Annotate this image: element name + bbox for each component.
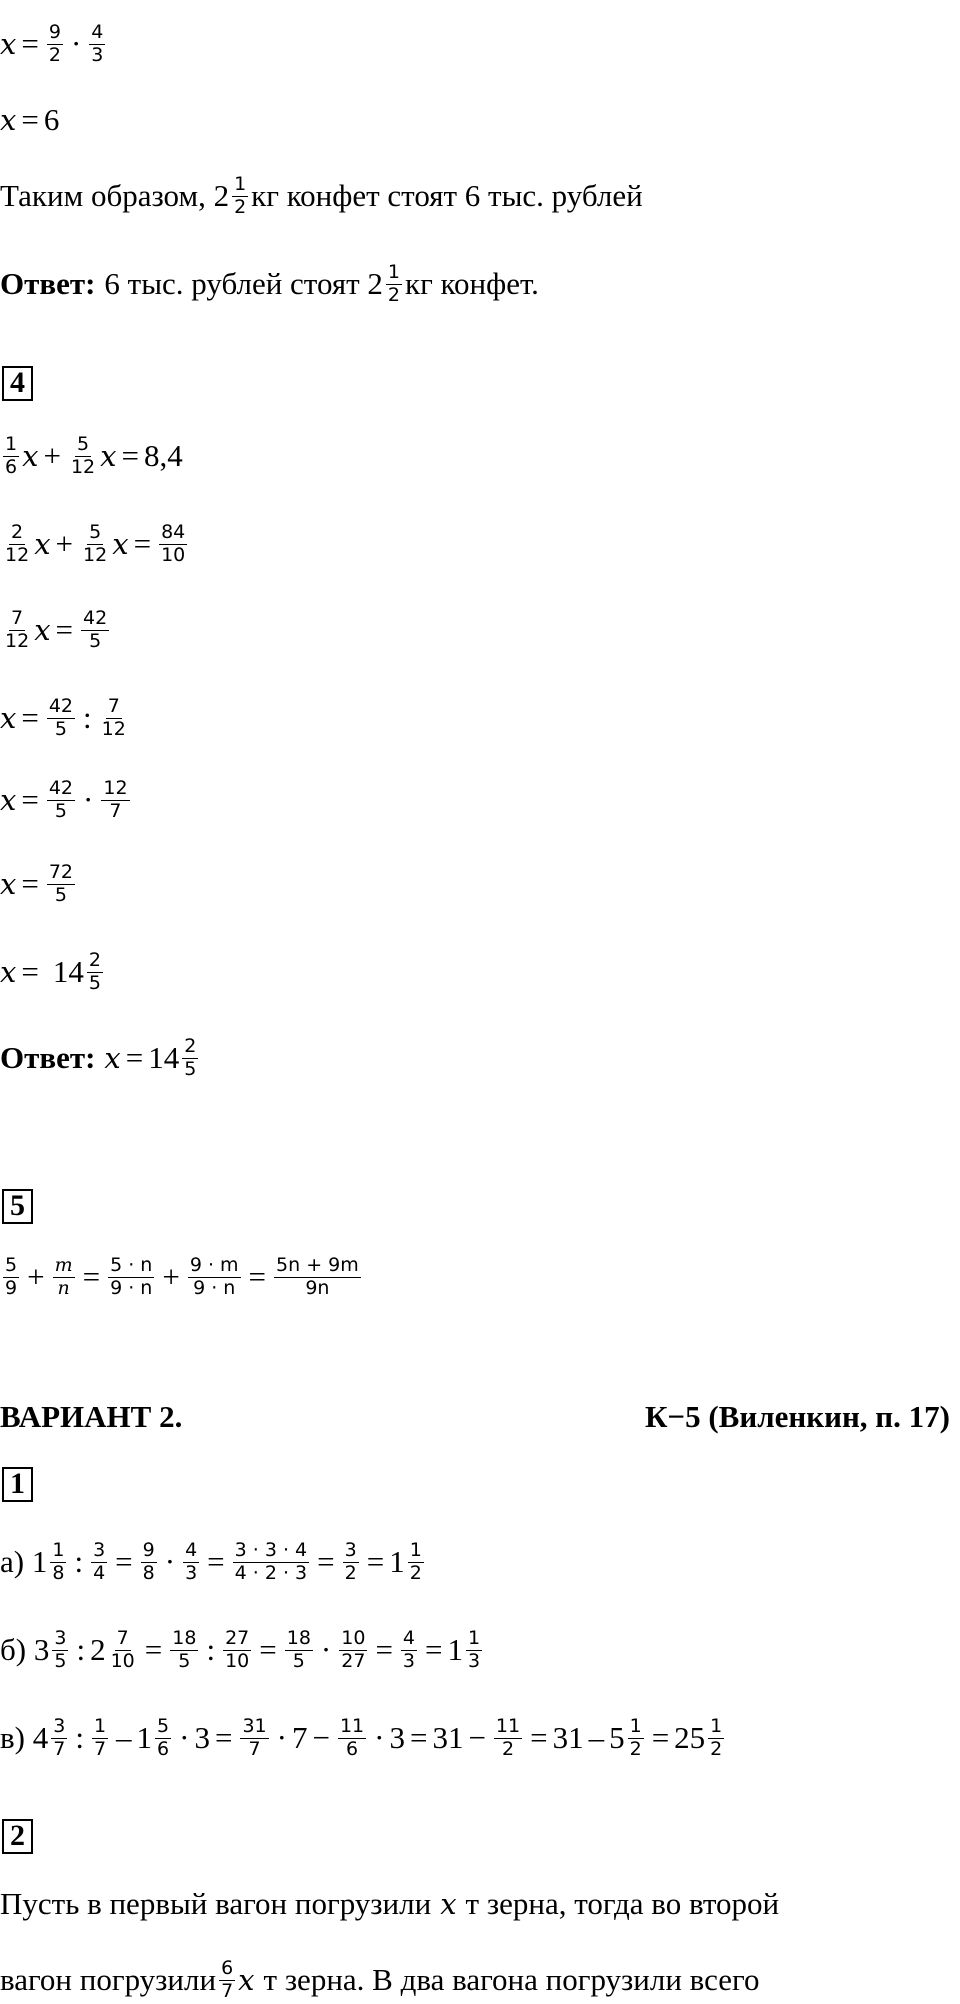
fraction: $\frac{5}{9}$ xyxy=(5,1253,18,1299)
variant-header xyxy=(0,1397,960,1437)
fraction: $\frac{84}{10}$ xyxy=(161,520,186,566)
equation-line xyxy=(0,432,183,478)
equation-line xyxy=(0,948,106,994)
fraction: $\frac{9}{2}$ xyxy=(48,20,61,66)
operator: · xyxy=(179,1720,190,1755)
problem-number-box: 2 xyxy=(2,1819,33,1854)
operator: – xyxy=(116,1720,132,1755)
fraction: $\frac{3 \cdot 3 \cdot 4}{4 \cdot 2 \cdot 3}$ xyxy=(234,1538,308,1584)
fraction: $\frac{6}{7}$ xyxy=(221,1956,234,2002)
text-part: вагон погрузили xyxy=(0,1962,217,1997)
text-part: т зерна, тогда во второй xyxy=(465,1886,780,1921)
fraction: $\frac{7}{10}$ xyxy=(110,1626,135,1672)
fraction: $\frac{2}{5}$ xyxy=(88,948,101,994)
number: 1 xyxy=(136,1720,153,1755)
operator: : xyxy=(74,1544,84,1579)
number: 7 xyxy=(291,1720,308,1755)
fraction: $\frac{1}{2}$ xyxy=(629,1714,642,1760)
operator: = xyxy=(55,612,74,647)
number: 5 xyxy=(609,1720,625,1755)
variable-x: x xyxy=(0,27,17,61)
operator: = xyxy=(125,1040,144,1075)
equation-line xyxy=(0,776,133,822)
variable-x: x xyxy=(104,1041,121,1075)
operator: = xyxy=(207,1544,225,1579)
equation-line xyxy=(0,1538,427,1584)
operator: : xyxy=(75,1720,84,1755)
fraction: $\frac{42}{5}$ xyxy=(83,606,108,652)
fraction: $\frac{5n + 9m}{9n}$ xyxy=(276,1253,359,1299)
operator: · xyxy=(83,782,94,817)
fraction: $\frac{3}{7}$ xyxy=(53,1714,66,1760)
problem-number xyxy=(2,1816,33,1856)
fraction: $\frac{7}{12}$ xyxy=(101,694,126,740)
fraction: $\frac{11}{6}$ xyxy=(339,1714,365,1760)
answer-label: Ответ: xyxy=(0,266,96,301)
number: 2 xyxy=(90,1632,106,1667)
fraction: $\frac{1}{7}$ xyxy=(93,1714,107,1760)
fraction: $\frac{4}{3}$ xyxy=(91,20,104,66)
operator: = xyxy=(317,1544,335,1579)
number: 25 xyxy=(674,1720,706,1755)
operator: · xyxy=(320,1632,332,1667)
answer-label: Ответ: xyxy=(0,1040,96,1075)
variable-x: x xyxy=(100,439,117,473)
fraction: $\frac{10}{27}$ xyxy=(341,1626,366,1672)
fraction: $\frac{42}{5}$ xyxy=(48,776,74,822)
fraction: $\frac{2}{5}$ xyxy=(184,1034,197,1080)
text-part: кг конфет стоят 6 тыс. рублей xyxy=(251,178,643,213)
fraction: $\frac{7}{12}$ xyxy=(5,606,30,652)
fraction: $\frac{42}{5}$ xyxy=(48,694,74,740)
item-label: б) 3 xyxy=(0,1632,50,1667)
fraction: $\frac{9}{8}$ xyxy=(142,1538,155,1584)
equation-line xyxy=(0,100,59,140)
number: 6 xyxy=(43,102,60,137)
operator: = xyxy=(21,866,39,901)
equation-line xyxy=(0,1253,364,1299)
fraction: $\frac{3}{2}$ xyxy=(344,1538,357,1584)
fraction: $\frac{4}{3}$ xyxy=(185,1538,198,1584)
operator: = xyxy=(82,1259,101,1294)
fraction: $\frac{5}{12}$ xyxy=(70,432,96,478)
operator: = xyxy=(651,1720,670,1755)
variable-x: x xyxy=(0,701,17,735)
variable-x: x xyxy=(34,613,51,647)
variable-x: x xyxy=(0,955,17,989)
variable-x: x xyxy=(0,103,17,137)
fraction: $\frac{72}{5}$ xyxy=(48,860,74,906)
number: 8,4 xyxy=(143,438,183,473)
number: 3 xyxy=(194,1720,210,1755)
problem-number xyxy=(2,1186,33,1226)
operator: = xyxy=(248,1259,267,1294)
problem-number-box: 4 xyxy=(2,366,33,401)
operator: · xyxy=(70,26,82,61)
fraction: $\frac{1}{3}$ xyxy=(468,1626,481,1672)
operator: = xyxy=(115,1544,133,1579)
fraction: $\frac{31}{7}$ xyxy=(242,1714,267,1760)
operator: + xyxy=(55,526,74,561)
variant-title: ВАРИАНТ 2. xyxy=(0,1399,183,1434)
variant-reference: К−5 (Виленкин, п. 17) xyxy=(644,1399,950,1434)
operator: = xyxy=(21,26,39,61)
fraction: $\frac{18}{5}$ xyxy=(172,1626,197,1672)
operator: − xyxy=(312,1720,330,1755)
operator: · xyxy=(164,1544,176,1579)
variable-x: x xyxy=(34,527,51,561)
number: 3 xyxy=(389,1720,405,1755)
fraction: $\frac{2}{12}$ xyxy=(5,520,30,566)
fraction: $\frac{27}{10}$ xyxy=(225,1626,250,1672)
equation-line xyxy=(0,520,190,566)
number: 14 xyxy=(148,1040,180,1075)
operator: = xyxy=(259,1632,277,1667)
fraction: $\frac{18}{5}$ xyxy=(286,1626,311,1672)
fraction: $\frac{5 \cdot n}{9 \cdot n}$ xyxy=(110,1253,153,1299)
operator: = xyxy=(21,782,39,817)
operator: · xyxy=(374,1720,385,1755)
text-part: 6 тыс. рублей стоят 2 xyxy=(104,266,383,301)
fraction: $\frac{4}{3}$ xyxy=(402,1626,416,1672)
problem-number-box: 1 xyxy=(2,1467,33,1502)
variable-x: x xyxy=(0,867,17,901)
problem-text xyxy=(0,1884,779,1924)
equation-line xyxy=(0,20,108,66)
operator: + xyxy=(27,1259,45,1294)
operator: + xyxy=(162,1259,180,1294)
fraction: $\frac{1}{6}$ xyxy=(5,432,18,478)
fraction: $\frac{1}{2}$ xyxy=(409,1538,422,1584)
problem-number xyxy=(2,363,33,403)
operator: + xyxy=(43,438,61,473)
operator: − xyxy=(468,1720,486,1755)
variable-x: x xyxy=(22,439,39,473)
variable-x: x xyxy=(238,1963,255,1997)
operator: = xyxy=(21,102,39,137)
operator: – xyxy=(588,1720,605,1755)
operator: = xyxy=(375,1632,393,1667)
operator: = xyxy=(425,1632,443,1667)
variable-x: x xyxy=(112,527,129,561)
operator: = xyxy=(409,1720,428,1755)
problem-number-box: 5 xyxy=(2,1189,33,1224)
fraction: $\frac{1}{2}$ xyxy=(234,172,247,218)
operator: : xyxy=(83,700,92,735)
number: 14 xyxy=(52,954,84,989)
answer-line xyxy=(0,1034,201,1080)
operator: = xyxy=(366,1544,385,1579)
operator: · xyxy=(276,1720,287,1755)
fraction: $\frac{12}{7}$ xyxy=(103,776,128,822)
operator: : xyxy=(76,1632,86,1667)
fraction: $\frac{1}{2}$ xyxy=(387,260,401,306)
operator: : xyxy=(206,1632,216,1667)
equation-line xyxy=(0,606,112,652)
item-label: в) 4 xyxy=(0,1720,49,1755)
fraction: $\frac{3}{5}$ xyxy=(54,1626,67,1672)
equation-line xyxy=(0,1626,485,1672)
text-part: Таким образом, 2 xyxy=(0,178,230,213)
fraction: $\frac{1}{2}$ xyxy=(710,1714,723,1760)
equation-line xyxy=(0,860,78,906)
operator: = xyxy=(121,438,139,473)
number: 31 xyxy=(432,1720,464,1755)
number: 31 xyxy=(552,1720,584,1755)
problem-number xyxy=(2,1464,33,1504)
item-label: а) 1 xyxy=(0,1544,48,1579)
fraction: $\frac{9 \cdot m}{9 \cdot n}$ xyxy=(189,1253,239,1299)
operator: = xyxy=(530,1720,548,1755)
number: 1 xyxy=(447,1632,463,1667)
text-part: кг конфет. xyxy=(405,266,539,301)
problem-text xyxy=(0,1956,760,2002)
variable-x: x xyxy=(440,1887,457,1921)
fraction: $\frac{1}{8}$ xyxy=(52,1538,65,1584)
fraction: $\frac{m}{n}$ xyxy=(54,1253,73,1299)
fraction: $\frac{5}{6}$ xyxy=(157,1714,170,1760)
answer-line xyxy=(0,260,539,306)
operator: = xyxy=(144,1632,163,1667)
conclusion-text xyxy=(0,172,643,218)
equation-line xyxy=(0,1714,727,1760)
number: 1 xyxy=(389,1544,405,1579)
operator: = xyxy=(214,1720,233,1755)
operator: = xyxy=(21,954,39,989)
text-part: Пусть в первый вагон погрузили xyxy=(0,1886,432,1921)
fraction: $\frac{11}{2}$ xyxy=(495,1714,521,1760)
equation-line xyxy=(0,694,131,740)
operator: = xyxy=(133,526,152,561)
text-part: т зерна. В два вагона погрузили всего xyxy=(263,1962,760,1997)
operator: = xyxy=(21,700,39,735)
fraction: $\frac{5}{12}$ xyxy=(83,520,108,566)
fraction: $\frac{3}{4}$ xyxy=(93,1538,106,1584)
variable-x: x xyxy=(0,783,17,817)
